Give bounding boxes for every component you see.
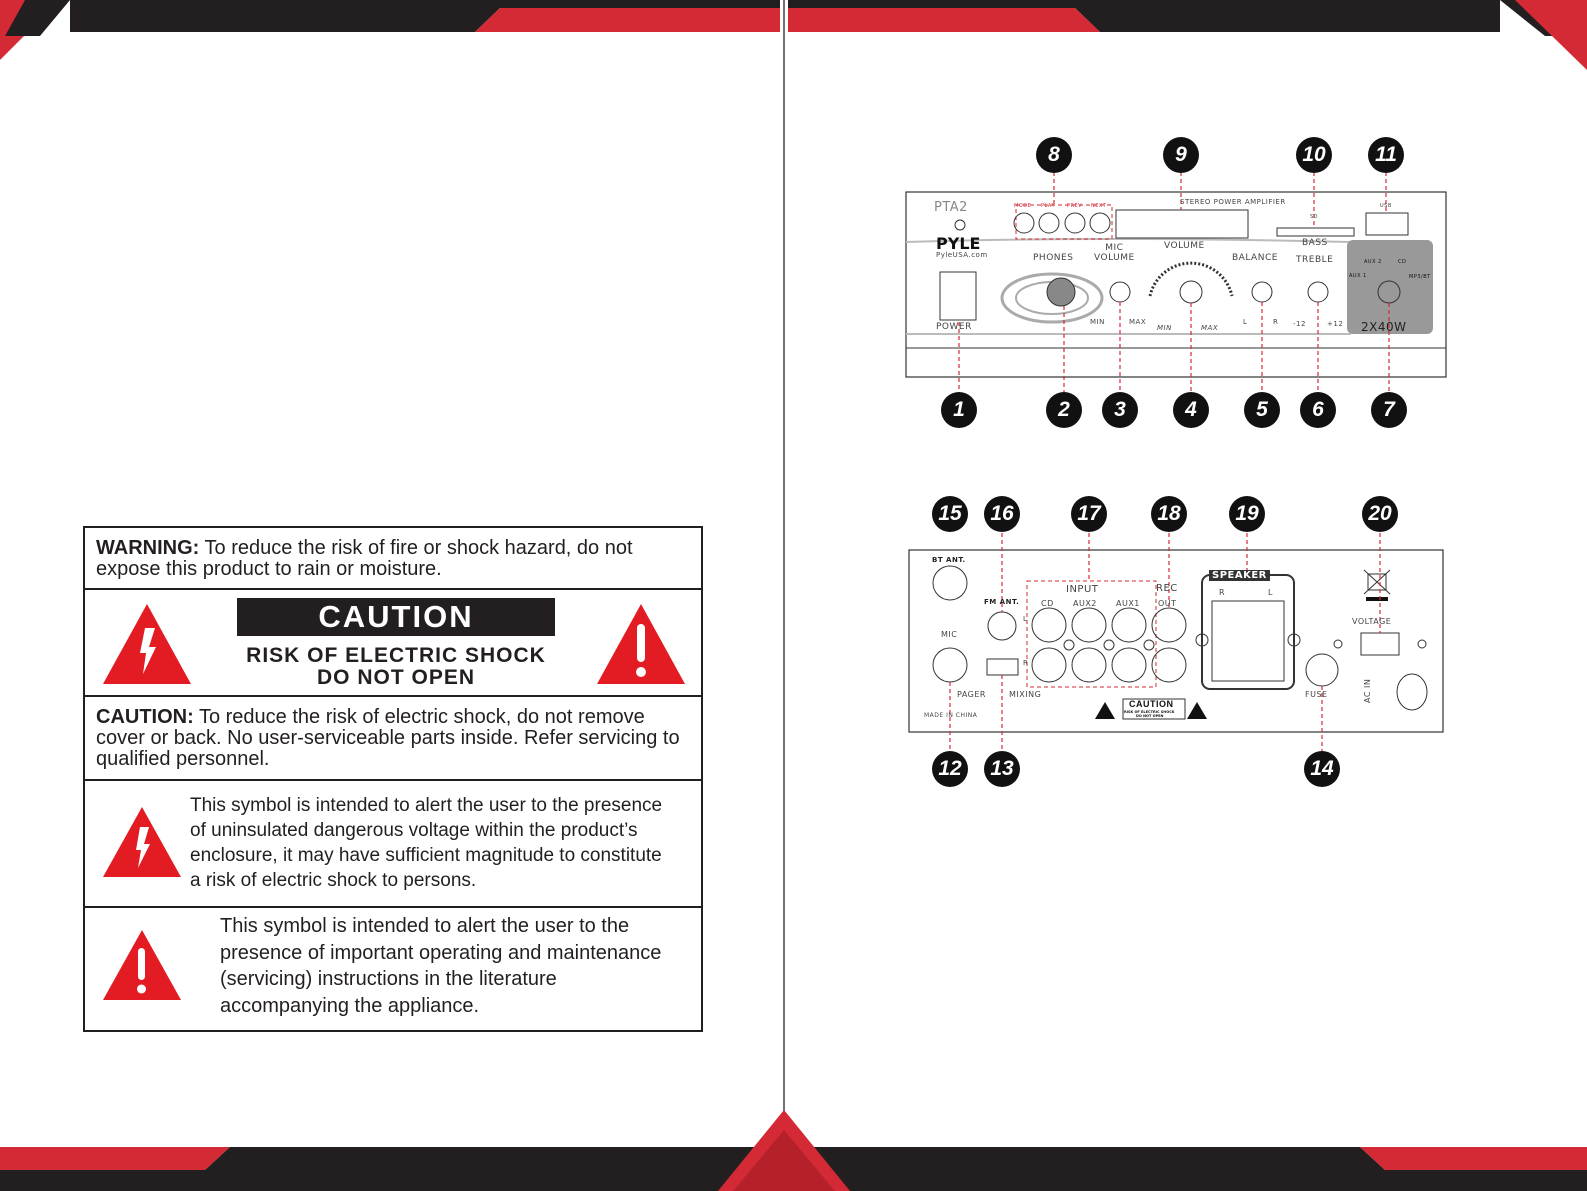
mic-max-label: MAX bbox=[1129, 318, 1147, 326]
caution-line2: DO NOT OPEN bbox=[316, 666, 475, 689]
usb-label: USB bbox=[1380, 203, 1392, 209]
prev-label: PREV bbox=[1067, 203, 1083, 209]
callout-18: 18 bbox=[1151, 496, 1187, 532]
speaker-l-label: L bbox=[1268, 588, 1273, 597]
rec-out-label: OUT bbox=[1158, 599, 1177, 608]
callout-3: 3 bbox=[1102, 392, 1138, 428]
next-label: NEXT bbox=[1091, 203, 1107, 209]
callout-9: 9 bbox=[1163, 137, 1199, 173]
callout-6: 6 bbox=[1300, 392, 1336, 428]
mic-volume-label: MIC VOLUME bbox=[1094, 243, 1135, 263]
speaker-label: SPEAKER bbox=[1209, 570, 1270, 581]
callout-19: 19 bbox=[1229, 496, 1265, 532]
input-label: INPUT bbox=[1066, 584, 1099, 595]
ac-in-label: AC IN bbox=[1363, 678, 1372, 703]
cd-input-label: CD bbox=[1041, 599, 1054, 608]
callout-15: 15 bbox=[932, 496, 968, 532]
callout-4: 4 bbox=[1173, 392, 1209, 428]
rec-label: REC bbox=[1156, 583, 1178, 594]
caution-note-label: CAUTION: bbox=[96, 706, 194, 728]
mic-label: MIC bbox=[941, 630, 958, 639]
caution-title: CAUTION bbox=[237, 598, 555, 636]
rear-caution-sub: RISK OF ELECTRIC SHOCK bbox=[1124, 710, 1175, 714]
jack-r-label: R bbox=[1023, 659, 1029, 667]
caution-line1: RISK OF ELECTRIC SHOCK bbox=[246, 644, 546, 667]
callout-14: 14 bbox=[1304, 751, 1340, 787]
phones-label: PHONES bbox=[1033, 253, 1074, 263]
pager-label: PAGER bbox=[957, 690, 986, 699]
treble-plus-label: +12 bbox=[1327, 320, 1344, 328]
treble-minus-label: -12 bbox=[1293, 320, 1306, 328]
aux1-label: AUX 1 bbox=[1349, 273, 1367, 279]
aux2-input-label: AUX2 bbox=[1073, 599, 1097, 608]
bass-label: BASS bbox=[1302, 238, 1328, 248]
website-label: PyleUSA.com bbox=[936, 251, 988, 259]
cd-label: CD bbox=[1398, 259, 1407, 265]
model-label: PTA2 bbox=[934, 200, 968, 215]
symbol-instructions-text: This symbol is intended to alert the user to the presence of important operating and maintenance (servicing) instructions in the literature accompanying the appliance. bbox=[220, 915, 662, 1017]
fm-ant-label: FM ANT. bbox=[984, 598, 1020, 606]
callout-5: 5 bbox=[1244, 392, 1280, 428]
balance-r-label: R bbox=[1273, 318, 1279, 326]
play-label: PLAY bbox=[1041, 203, 1056, 209]
vol-max-label: MAX bbox=[1201, 324, 1219, 332]
callout-13: 13 bbox=[984, 751, 1020, 787]
sd-label: SD bbox=[1310, 214, 1319, 220]
callout-12: 12 bbox=[932, 751, 968, 787]
aux2-label: AUX 2 bbox=[1364, 259, 1382, 265]
warning-label: WARNING: bbox=[96, 537, 200, 559]
callout-8: 8 bbox=[1036, 137, 1072, 173]
fuse-label: FUSE bbox=[1305, 690, 1328, 699]
callout-11: 11 bbox=[1368, 137, 1404, 173]
callout-1: 1 bbox=[941, 392, 977, 428]
callout-17: 17 bbox=[1071, 496, 1107, 532]
aux1-input-label: AUX1 bbox=[1116, 599, 1140, 608]
header-label: STEREO POWER AMPLIFIER bbox=[1180, 198, 1286, 206]
speaker-r-label: R bbox=[1219, 588, 1226, 597]
bt-ant-label: BT ANT. bbox=[932, 556, 966, 564]
jack-l-label: L bbox=[1023, 615, 1028, 623]
callout-2: 2 bbox=[1046, 392, 1082, 428]
brand-logo: PYLE bbox=[936, 234, 981, 253]
callout-20: 20 bbox=[1362, 496, 1398, 532]
treble-label: TREBLE bbox=[1296, 255, 1334, 265]
mic-min-label: MIN bbox=[1090, 318, 1105, 326]
caution-note-text: To reduce the risk of electric shock, do not remove cover or back. No user-serviceable parts inside. Refer servicing to qualified personnel. bbox=[96, 706, 680, 770]
watt-label: 2X40W bbox=[1361, 320, 1407, 334]
power-label: POWER bbox=[936, 322, 972, 332]
rear-caution-label: CAUTION bbox=[1129, 699, 1174, 709]
rear-caution-sub2: DO NOT OPEN bbox=[1136, 714, 1164, 718]
made-in-label: MADE IN CHINA bbox=[924, 712, 978, 719]
balance-l-label: L bbox=[1243, 318, 1248, 326]
balance-label: BALANCE bbox=[1232, 253, 1278, 263]
volume-label: VOLUME bbox=[1164, 241, 1205, 251]
callout-7: 7 bbox=[1371, 392, 1407, 428]
callout-16: 16 bbox=[984, 496, 1020, 532]
voltage-label: VOLTAGE bbox=[1352, 617, 1392, 626]
vol-min-label: MIN bbox=[1157, 324, 1172, 332]
mp3bt-label: MP3/BT bbox=[1409, 274, 1431, 280]
symbol-voltage-text: This symbol is intended to alert the user to the presence of uninsulated dangerous voltage within the product’s enclosure, it may have sufficient magnitude to constitute a risk of electric shock to persons. bbox=[190, 795, 663, 891]
callout-10: 10 bbox=[1296, 137, 1332, 173]
warning-text: To reduce the risk of fire or shock hazard, do not expose this product to rain or moisture. bbox=[96, 537, 633, 580]
mixing-label: MIXING bbox=[1009, 690, 1042, 699]
mode-label: MODE bbox=[1014, 203, 1032, 209]
